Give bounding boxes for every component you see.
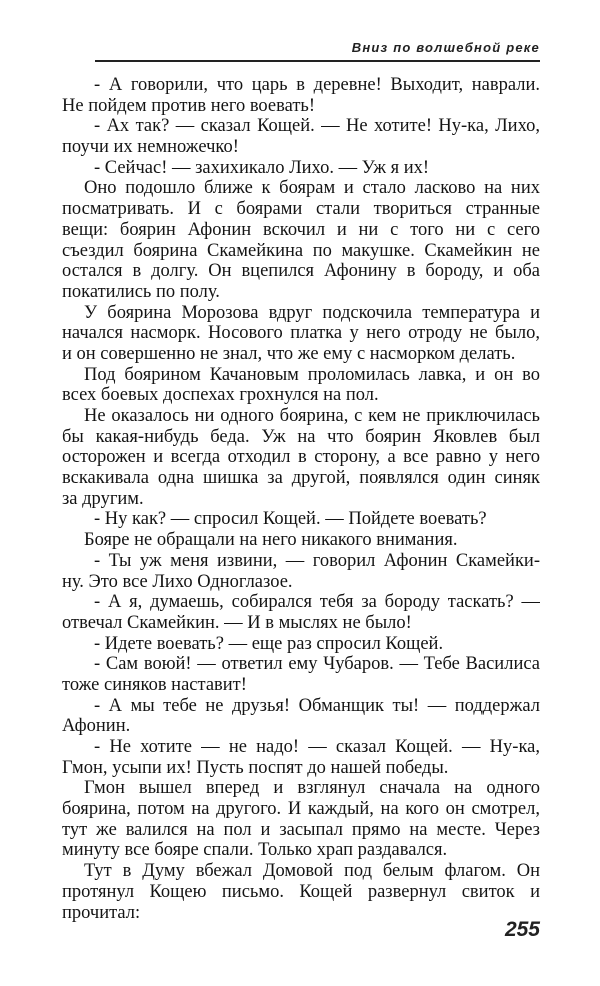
paragraph (62, 696, 540, 737)
text-line: Гмон вышел вперед и взглянул сначала на одного (84, 778, 540, 799)
paragraph (62, 75, 540, 116)
paragraph (62, 861, 540, 923)
text-line: - Сейчас! — захихикало Лихо. — Уж я их! (94, 157, 430, 178)
text-line: минуту все бояре спали. Только храп раздавался. (62, 840, 448, 861)
paragraph (62, 654, 540, 695)
paragraph (62, 303, 540, 365)
paragraph (62, 509, 540, 530)
text-line: Не пойдем против него воевать! (62, 95, 316, 116)
text-line: отвечал Скамейкин. — И в мыслях не было! (62, 612, 412, 633)
text-line: протянул Кощею письмо. Кощей развернул свиток и (62, 881, 540, 902)
text-line: бы какая-нибудь беда. Уж на что боярин Яковлев был (62, 426, 540, 447)
text-line: посматривать. И с боярами стали твориться странные (62, 199, 540, 220)
paragraph (62, 551, 540, 592)
text-line: боярина, потом на другого. И каждый, на кого он смотрел, (62, 799, 540, 820)
paragraph (62, 178, 540, 302)
text-line: - Сам воюй! — ответил ему Чубаров. — Тебе Василиса (94, 654, 540, 675)
text-line: начался насморк. Носового платка у него отроду не было, (62, 323, 540, 344)
text-line: вскакивала одна шишка за другой, появлялся один синяк (62, 468, 540, 489)
page-number: 255 (504, 918, 540, 941)
text-line: Гмон, усыпи их! Пусть поспят до нашей победы. (62, 757, 449, 778)
text-line: поучи их немножечко! (62, 137, 239, 158)
text-line: Не оказалось ни одного боярина, с кем не приключилась (84, 406, 540, 426)
paragraph (62, 737, 540, 778)
text-line: осторожен и всегда отходил в сторону, а все равно у него (62, 447, 540, 468)
text-line: покатились по полу. (62, 281, 220, 302)
text-line: Под боярином Качановым проломилась лавка, и он во (84, 364, 540, 385)
text-line: - А мы тебе не друзья! Обманщик ты! — поддержал (94, 695, 540, 716)
paragraph (62, 778, 540, 861)
text-line: тут же валился на пол и засыпал прямо на месте. Через (62, 819, 540, 840)
text-line: - Ах так? — сказал Кощей. — Не хотите! Ну-ка, Лихо, (94, 116, 540, 137)
text-line: У боярина Морозова вдруг подскочила температура и (84, 302, 540, 323)
paragraph (62, 634, 540, 655)
body-text (62, 75, 540, 923)
paragraph (62, 406, 540, 509)
text-line: Тут в Думу вбежал Домовой под белым флагом. Он (84, 861, 540, 882)
paragraph (62, 592, 540, 633)
text-line: - Идете воевать? — еще раз спросил Кощей. (94, 633, 444, 654)
text-line: - Ты уж меня извини, — говорил Афонин Скамейки- (94, 550, 540, 571)
text-line: вещи: боярин Афонин вскочил и ни с того ни с сего (62, 219, 540, 240)
text-line: - Не хотите — не надо! — сказал Кощей. — Ну-ка, (94, 737, 540, 757)
running-head: Вниз по волшебной реке (351, 40, 540, 55)
text-line: прочитал: (62, 902, 141, 923)
text-line: - А говорили, что царь в деревне! Выходит, наврали. (94, 75, 540, 95)
paragraph (62, 158, 540, 179)
text-line: всех боевых доспехах грохнулся на пол. (62, 385, 379, 406)
text-line: - А я, думаешь, собирался тебя за бороду таскать? — (94, 592, 540, 613)
text-line: Оно подошло ближе к боярам и стало ласково на них (84, 178, 540, 199)
text-line: за другим. (62, 488, 144, 509)
text-line: остался в долгу. Он вцепился Афонину в бороду, и оба (62, 261, 540, 282)
text-line: съездил боярина Скамейкина по макушке. Скамейкин не (62, 240, 540, 261)
text-line: ну. Это все Лихо Одноглазое. (62, 571, 293, 592)
paragraph (62, 530, 540, 551)
text-line: - Ну как? — спросил Кощей. — Пойдете воевать? (94, 509, 487, 530)
text-line: тоже синяков наставит! (62, 674, 247, 695)
text-line: и он совершенно не знал, что же ему с насморком делать. (62, 343, 516, 364)
text-line: Бояре не обращали на него никакого внимания. (84, 530, 458, 551)
header-rule (95, 60, 540, 62)
paragraph (62, 116, 540, 157)
paragraph (62, 365, 540, 406)
text-line: Афонин. (62, 716, 131, 737)
